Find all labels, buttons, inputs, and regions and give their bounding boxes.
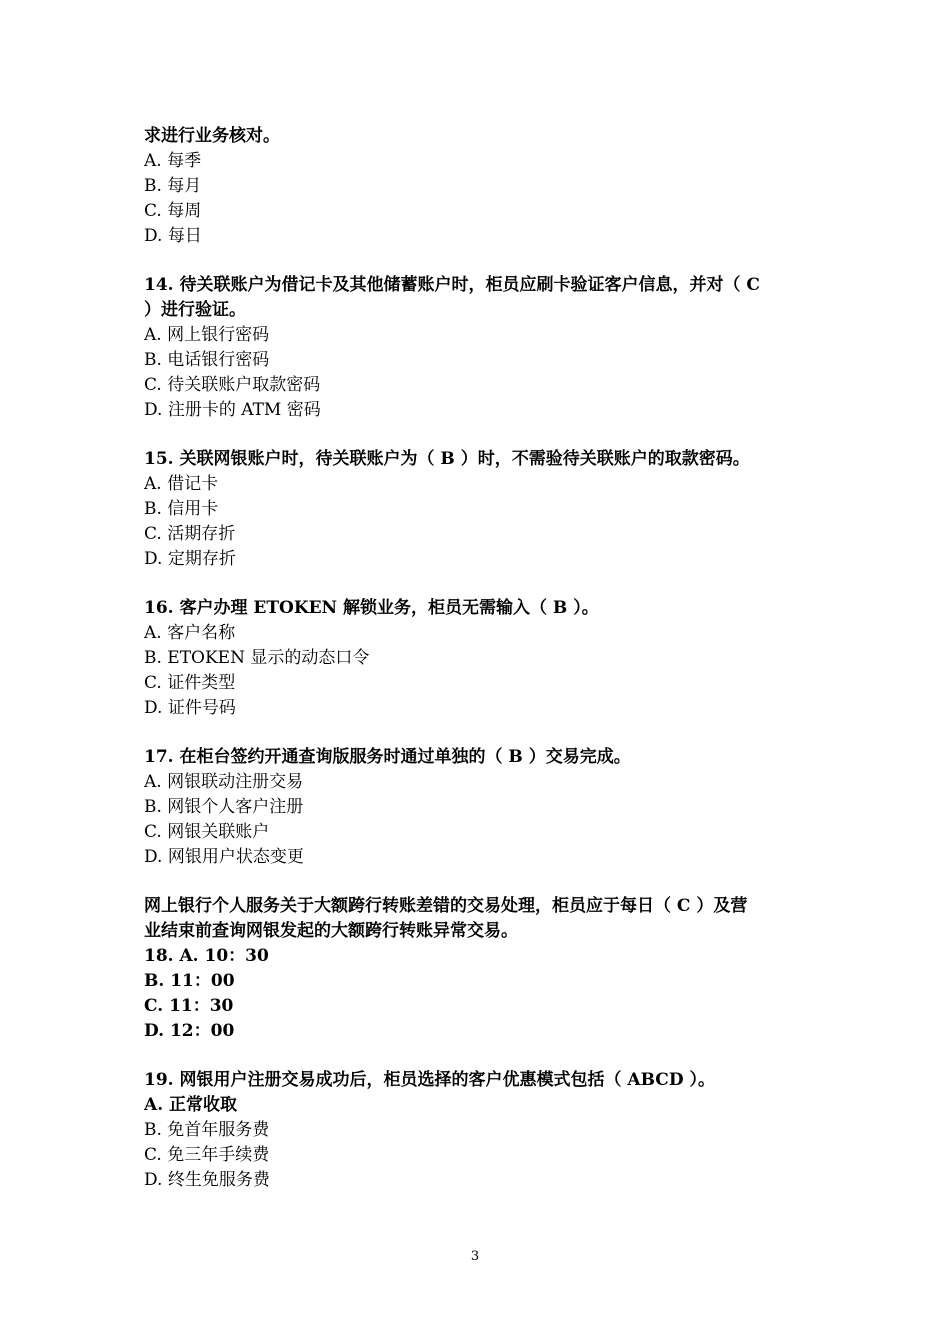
question-text-line: 14. 待关联账户为借记卡及其他储蓄账户时，柜员应刷卡验证客户信息，并对（ C [144, 275, 760, 295]
question-block [144, 745, 814, 870]
question-text-line: C. 11：30 [144, 996, 234, 1016]
question-block [144, 124, 814, 249]
page-number: 3 [470, 1249, 480, 1264]
option-line: A. 每季 [144, 151, 202, 171]
option-line: C. 网银关联账户 [144, 822, 270, 842]
option-line: D. 注册卡的 ATM 密码 [144, 400, 321, 420]
paragraph-gap [144, 1044, 814, 1068]
question-text-line: ）进行验证。 [144, 300, 246, 320]
question-text-line: 网上银行个人服务关于大额跨行转账差错的交易处理，柜员应于每日（ C ）及营 [144, 896, 748, 916]
question-block [144, 1068, 814, 1193]
question-text-line: B. 11：00 [144, 971, 235, 991]
paragraph-gap [144, 721, 814, 745]
option-line: B. 信用卡 [144, 499, 219, 519]
question-text-line: 15. 关联网银账户时，待关联账户为（ B ）时，不需验待关联账户的取款密码。 [144, 449, 750, 469]
question-block [144, 596, 814, 721]
question-text-line: 业结束前查询网银发起的大额跨行转账异常交易。 [144, 921, 518, 941]
paragraph-gap [144, 870, 814, 894]
question-text-line: 19. 网银用户注册交易成功后，柜员选择的客户优惠模式包括（ ABCD ）。 [144, 1070, 715, 1090]
question-text-line: A. 正常收取 [144, 1095, 238, 1115]
option-line: A. 网上银行密码 [144, 325, 270, 345]
option-line: D. 定期存折 [144, 549, 236, 569]
question-text-line: 18. A. 10：30 [144, 946, 269, 966]
question-text-line: D. 12：00 [144, 1021, 235, 1041]
option-line: C. 证件类型 [144, 673, 236, 693]
document-page [144, 124, 814, 1193]
option-line: A. 网银联动注册交易 [144, 772, 304, 792]
option-line: B. 电话银行密码 [144, 350, 270, 370]
question-block [144, 273, 814, 423]
option-line: A. 客户名称 [144, 623, 236, 643]
question-block [144, 894, 814, 1044]
question-text-line: 16. 客户办理 ETOKEN 解锁业务，柜员无需输入（ B ）。 [144, 598, 599, 618]
option-line: D. 证件号码 [144, 698, 236, 718]
option-line: C. 每周 [144, 201, 202, 221]
question-text-line: 17. 在柜台签约开通查询版服务时通过单独的（ B ）交易完成。 [144, 747, 631, 767]
option-line: B. 每月 [144, 176, 202, 196]
question-block [144, 447, 814, 572]
option-line: B. ETOKEN 显示的动态口令 [144, 648, 370, 668]
option-line: D. 每日 [144, 226, 202, 246]
option-line: B. 网银个人客户注册 [144, 797, 304, 817]
paragraph-gap [144, 249, 814, 273]
option-line: D. 终生免服务费 [144, 1170, 270, 1190]
option-line: D. 网银用户状态变更 [144, 847, 304, 867]
paragraph-gap [144, 423, 814, 447]
paragraph-gap [144, 572, 814, 596]
option-line: A. 借记卡 [144, 474, 219, 494]
option-line: C. 待关联账户取款密码 [144, 375, 321, 395]
question-text-line: 求进行业务核对。 [144, 126, 280, 146]
option-line: C. 活期存折 [144, 524, 236, 544]
option-line: B. 免首年服务费 [144, 1120, 270, 1140]
option-line: C. 免三年手续费 [144, 1145, 270, 1165]
